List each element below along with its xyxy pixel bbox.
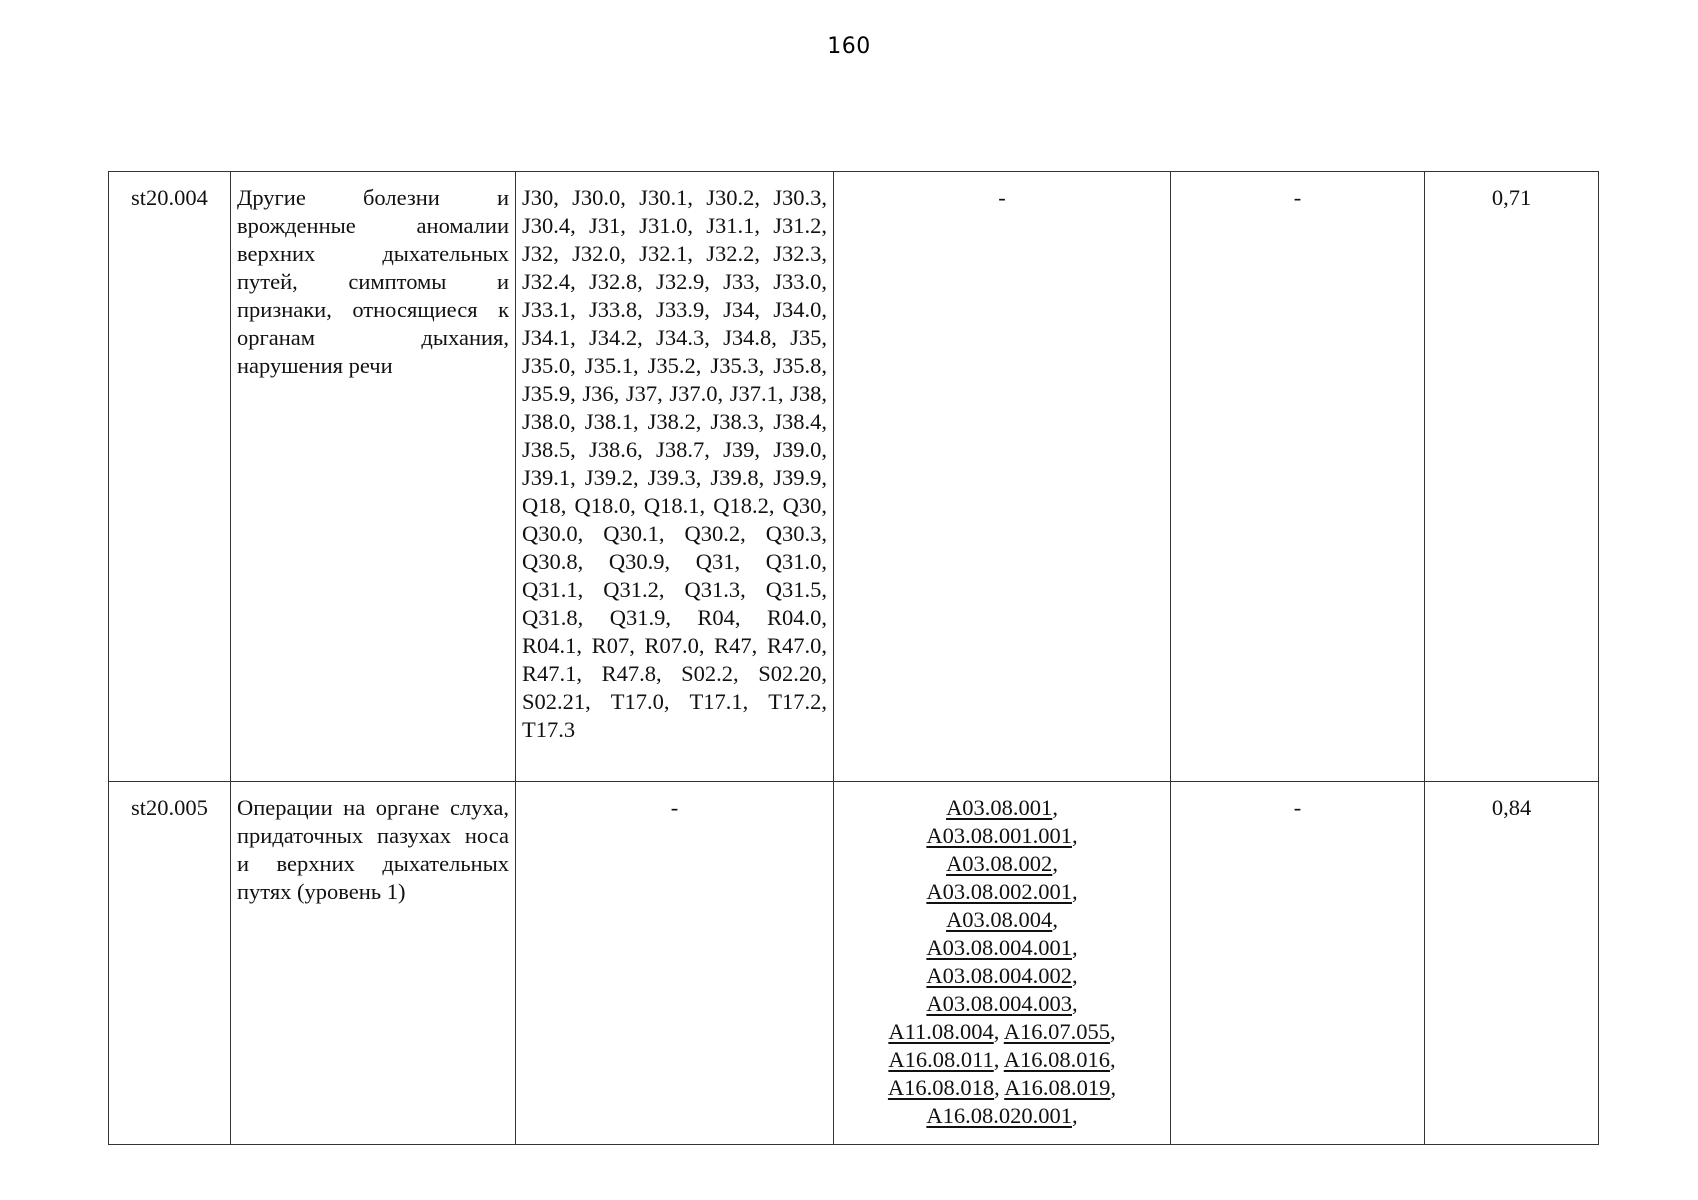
operation-code-link[interactable]: A03.08.004.002	[926, 963, 1072, 988]
operation-code-link[interactable]: A03.08.002.001	[926, 879, 1072, 904]
row-other-criteria-cell: -	[1171, 782, 1425, 1145]
operation-codes-line: A03.08.004.001,	[926, 935, 1078, 960]
operation-code-link[interactable]: A16.08.020.001	[926, 1103, 1072, 1128]
table-row	[109, 782, 1599, 1145]
row-code-cell: st20.005	[109, 782, 231, 1145]
operation-codes-line: A03.08.001,	[946, 795, 1058, 820]
page-number: 160	[827, 34, 871, 59]
operation-code-link[interactable]: A03.08.004.003	[926, 991, 1072, 1016]
operation-code-link[interactable]: A03.08.002	[946, 851, 1053, 876]
row-coefficient-cell: 0,84	[1425, 782, 1599, 1145]
operation-codes-line: A03.08.001.001,	[926, 823, 1078, 848]
operation-codes-line: A03.08.004.002,	[926, 963, 1078, 988]
row-name-cell: Операции на органе слуха, придаточных пазухах носа и верхних дыхательных путях (уровень 1)	[231, 782, 516, 1145]
operation-codes-line: A16.08.020.001,	[926, 1103, 1078, 1128]
operation-code-link[interactable]: A16.08.011	[888, 1047, 994, 1072]
row-other-criteria-cell: -	[1171, 172, 1425, 782]
row-operations-cell	[834, 782, 1171, 1145]
row-coefficient-cell: 0,71	[1425, 172, 1599, 782]
table-row	[109, 172, 1599, 782]
operation-codes-line: A03.08.002,	[946, 851, 1058, 876]
operation-code-link[interactable]: A16.08.018	[887, 1075, 995, 1100]
operation-code-link[interactable]: A16.08.016	[1003, 1047, 1111, 1072]
operation-code-link[interactable]: A03.08.001	[946, 795, 1053, 820]
operation-code-link[interactable]: A03.08.004.001	[926, 935, 1072, 960]
operation-code-link[interactable]: A11.08.004	[888, 1019, 994, 1044]
operation-codes-line: A03.08.002.001,	[926, 879, 1078, 904]
row-diagnoses-cell: -	[516, 782, 834, 1145]
row-name-cell: Другие болезни и врожденные аномалии верхних дыхательных путей, симптомы и признаки, относящиеся к органам дыхания, нарушения речи	[231, 172, 516, 782]
operation-codes-line: A03.08.004.003,	[926, 991, 1078, 1016]
row-operations-cell: -	[834, 172, 1171, 782]
operation-code-link[interactable]: A03.08.001.001	[926, 823, 1072, 848]
operation-code-link[interactable]: A16.07.055	[1003, 1019, 1111, 1044]
row-code-cell: st20.004	[109, 172, 231, 782]
operation-codes-line: A16.08.011, A16.08.016,	[888, 1047, 1116, 1072]
row-diagnoses-cell: J30, J30.0, J30.1, J30.2, J30.3, J30.4, J31, J31.0, J31.1, J31.2, J32, J32.0, J32.1, J32.2, J32.3, J32.4, J32.8, J32.9, J33, J33.0, J33.1, J33.8, J33.9, J34, J34.0, J34.1, J34.2, J34.3, J34.8, J35, J35.0, J35.1, J35.2, J35.3, J35.8, J35.9, J36, J37, J37.0, J37.1, J38, J38.0, J38.1, J38.2, J38.3, J38.4, J38.5, J38.6, J38.7, J39, J39.0, J39.1, J39.2, J39.3, J39.8, J39.9, Q18, Q18.0, Q18.1, Q18.2, Q30, Q30.0, Q30.1, Q30.2, Q30.3, Q30.8, Q30.9, Q31, Q31.0, Q31.1, Q31.2, Q31.3, Q31.5, Q31.8, Q31.9, R04, R04.0, R04.1, R07, R07.0, R47, R47.0, R47.1, R47.8, S02.2, S02.20, S02.21, T17.0, T17.1, T17.2, T17.3	[516, 172, 834, 782]
operation-codes-line: A16.08.018, A16.08.019,	[887, 1075, 1117, 1100]
tariff-table	[108, 171, 1599, 1145]
operation-code-link[interactable]: A03.08.004	[946, 907, 1053, 932]
operation-code-link[interactable]: A16.08.019	[1004, 1075, 1111, 1100]
operation-codes-line: A03.08.004,	[946, 907, 1058, 932]
operation-codes-line: A11.08.004, A16.07.055,	[888, 1019, 1116, 1044]
